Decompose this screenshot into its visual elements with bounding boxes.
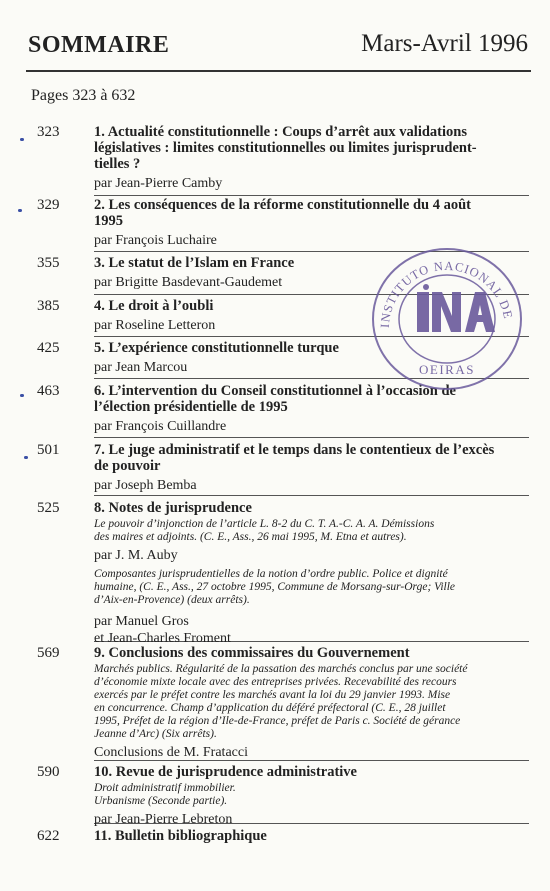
entry-title: 10. Revue de jurisprudence administrative — [94, 764, 357, 780]
page-number: 463 — [37, 383, 60, 399]
entry-author: Conclusions de M. Fratacci — [94, 745, 248, 760]
separator — [94, 437, 529, 438]
entry-note: Marchés publics. Régularité de la passation des marchés conclus par une société d’économie mixte locale avec des entreprises privées. Recevabilité des recours exercés par le préfet contre les marchés avant la loi du 29 janvier 1993. Mise en concurrence. Champ d’application du déféré préfectoral (C. E., 28 juillet 1995, Préfet de la région d’Ile-de-France, préfet de Paris c. Société de gérance Jeanne d’Arc) (Six arrêts). — [94, 663, 468, 740]
entry-author: par François Luchaire — [94, 233, 217, 248]
entry-title: 7. Le juge administratif et le temps dans le contentieux de l’excès de pouvoir — [94, 442, 495, 474]
stamp-city: OEIRAS — [419, 362, 475, 377]
entry-author: par François Cuillandre — [94, 419, 227, 434]
pages-range: Pages 323 à 632 — [31, 87, 136, 104]
entry-author: par Jean Marcou — [94, 360, 188, 375]
entry-author: par Jean-Pierre Camby — [94, 176, 223, 191]
entry-title: 4. Le droit à l’oubli — [94, 298, 214, 314]
page-number: 569 — [37, 645, 60, 661]
page-number: 425 — [37, 340, 60, 356]
entry-note: Droit administratif immobilier. Urbanisme (Seconde partie). — [94, 782, 236, 807]
entry-title: 2. Les conséquences de la réforme constitutionnelle du 4 août 1995 — [94, 197, 471, 229]
separator — [94, 495, 529, 496]
page-number: 590 — [37, 764, 60, 780]
entry-title: 1. Actualité constitutionnelle : Coups d’arrêt aux validations législatives : limites constitutionnelles ou limites jurisprudent- tielles ? — [94, 124, 477, 172]
entry-author: par Brigitte Basdevant-Gaudemet — [94, 275, 283, 290]
library-stamp — [369, 246, 525, 392]
page-number: 501 — [37, 442, 60, 458]
entry-title: 5. L’expérience constitutionnelle turque — [94, 340, 339, 356]
pen-mark — [20, 138, 24, 141]
page-number: 355 — [37, 255, 60, 271]
header-rule — [26, 70, 531, 72]
entry-title: 11. Bulletin bibliographique — [94, 828, 267, 844]
entry-author: par Jean-Pierre Lebreton — [94, 812, 233, 827]
pen-mark — [18, 209, 22, 212]
page-title: SOMMAIRE — [28, 32, 170, 58]
page-header — [28, 32, 528, 66]
stamp-seal-icon — [369, 246, 525, 392]
stamp-ring-text: INSTITUTO NACIONAL DE — [377, 258, 516, 329]
pen-mark — [24, 456, 28, 459]
entry-title: 8. Notes de jurisprudence — [94, 500, 252, 516]
page-number: 329 — [37, 197, 60, 213]
entry-author: par J. M. Auby — [94, 548, 178, 563]
entry-note: Composantes jurisprudentielles de la notion d’ordre public. Police et dignité humaine, (C. E., Ass., 27 octobre 1995, Commune de Morsang-sur-Orge; Ville d’Aix-en-Provence) (deux arrêts). — [94, 568, 456, 606]
pen-mark — [20, 394, 24, 397]
entry-note: Le pouvoir d’injonction de l’article L. 8-2 du C. T. A.-C. A. A. Démissions des maires et adjoints. (C. E., Ass., 26 mai 1995, M. Etna et autres). — [94, 518, 435, 543]
separator — [94, 195, 529, 196]
page-number: 385 — [37, 298, 60, 314]
entry-author: par Manuel Gros et Jean-Charles Froment — [94, 614, 231, 646]
entry-title: 6. L’intervention du Conseil constitutionnel à l’occasion de l’élection présidentielle de 1995 — [94, 383, 456, 415]
entry-author: par Roseline Letteron — [94, 318, 216, 333]
page-number: 323 — [37, 124, 60, 140]
entry-title: 3. Le statut de l’Islam en France — [94, 255, 295, 271]
issue-date: Mars-Avril 1996 — [361, 30, 528, 57]
page-number: 525 — [37, 500, 60, 516]
entry-author: par Joseph Bemba — [94, 478, 197, 493]
entry-title: 9. Conclusions des commissaires du Gouvernement — [94, 645, 410, 661]
page-number: 622 — [37, 828, 60, 844]
